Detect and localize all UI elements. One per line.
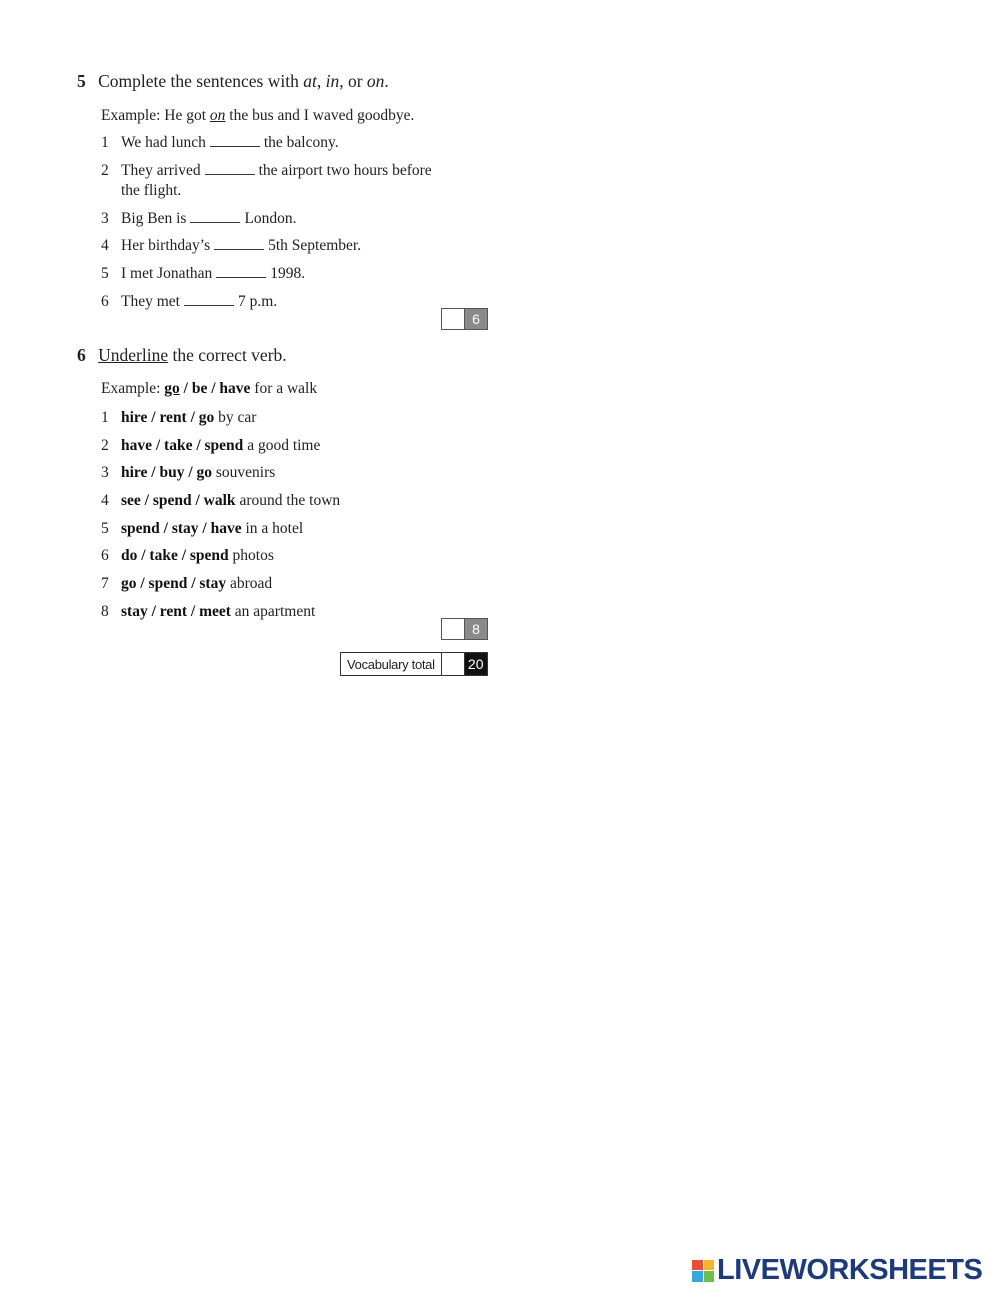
- answer-blank[interactable]: [190, 211, 240, 223]
- list-item[interactable]: 3 hire / buy / go souvenirs: [101, 464, 276, 481]
- list-item[interactable]: 6 do / take / spend photos: [101, 547, 274, 564]
- logo-square-3: [692, 1271, 703, 1282]
- liveworksheets-logo: [692, 1254, 982, 1287]
- answer-blank[interactable]: [205, 163, 255, 175]
- section-5-heading: 5 Complete the sentences with at, in, or on.: [77, 71, 389, 91]
- section-number: 5: [77, 71, 86, 91]
- list-item: 5 I met Jonathan 1998.: [101, 265, 306, 282]
- score-max: 8: [465, 619, 487, 639]
- section-5-example: Example: He got on the bus and I waved goodbye.: [101, 107, 415, 124]
- total-input[interactable]: [442, 653, 465, 675]
- logo-square-2: [704, 1260, 715, 1271]
- list-item: 1 We had lunch the balcony.: [101, 134, 339, 151]
- logo-icon: [692, 1260, 714, 1282]
- list-item-continuation: the flight.: [121, 182, 182, 199]
- logo-text: LIVEWORKSHEETS: [717, 1254, 983, 1286]
- score-input[interactable]: [442, 619, 465, 639]
- list-item[interactable]: 1 hire / rent / go by car: [101, 409, 257, 426]
- list-item[interactable]: 4 see / spend / walk around the town: [101, 492, 341, 509]
- section-6-score-box: [441, 618, 488, 640]
- logo-square-4: [704, 1271, 715, 1282]
- section-6-heading: 6 Underline the correct verb.: [77, 345, 287, 365]
- answer-blank[interactable]: [184, 294, 234, 306]
- answer-blank[interactable]: [214, 238, 264, 250]
- list-item: 4 Her birthday’s 5th September.: [101, 237, 362, 254]
- answer-blank[interactable]: [210, 135, 260, 147]
- answer-blank[interactable]: [216, 266, 266, 278]
- section-6-example: Example: go / be / have for a walk: [101, 380, 318, 397]
- list-item[interactable]: 2 have / take / spend a good time: [101, 437, 321, 454]
- vocabulary-total-label: Vocabulary total: [341, 653, 442, 675]
- list-item[interactable]: 7 go / spend / stay abroad: [101, 575, 273, 592]
- list-item: 3 Big Ben is London.: [101, 210, 297, 227]
- list-item[interactable]: 5 spend / stay / have in a hotel: [101, 520, 304, 537]
- score-input[interactable]: [442, 309, 465, 329]
- list-item[interactable]: 8 stay / rent / meet an apartment: [101, 603, 316, 620]
- logo-square-1: [692, 1260, 703, 1271]
- list-item: 6 They met 7 p.m.: [101, 293, 278, 310]
- score-max: 6: [465, 309, 487, 329]
- list-item: 2 They arrived the airport two hours before: [101, 162, 432, 179]
- section-number: 6: [77, 345, 86, 365]
- vocabulary-total-box: [340, 652, 488, 676]
- section-5-score-box: [441, 308, 488, 330]
- total-max: 20: [465, 653, 487, 675]
